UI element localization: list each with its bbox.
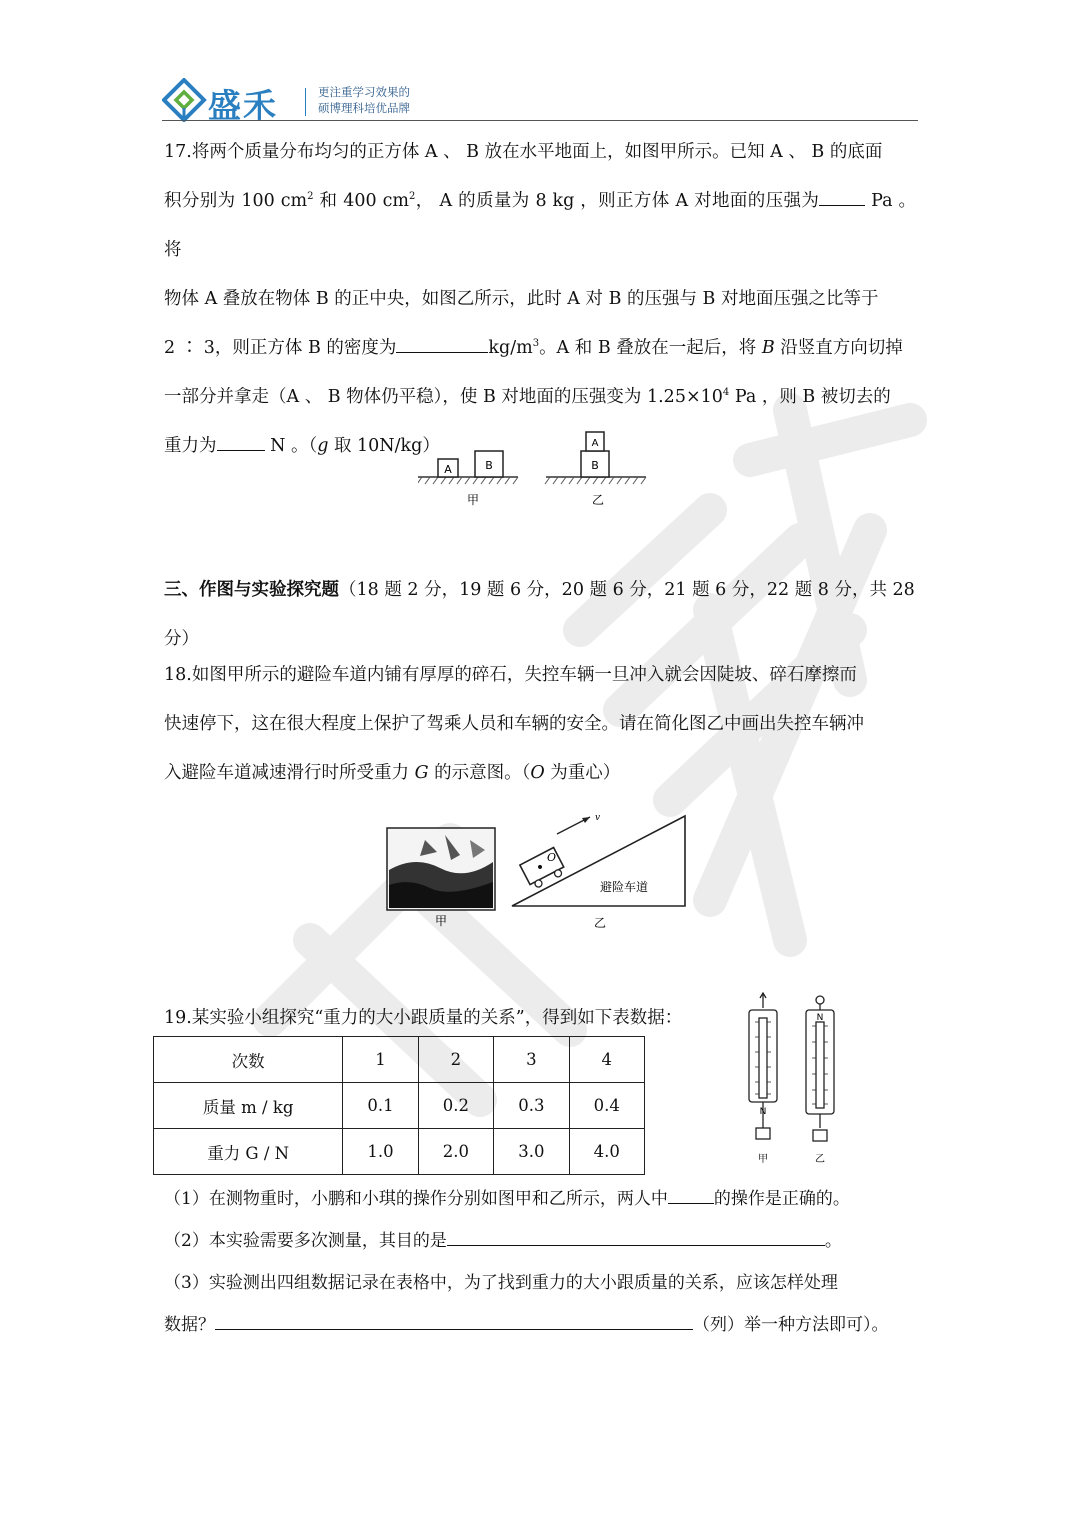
q18-caption-yi: 乙 (593, 916, 607, 930)
q19-answer-2-blank[interactable] (447, 1244, 825, 1246)
q17-line-4: 2 ∶ 3，则正方体 B 的密度为 $kg/m^3$。A 和 B 叠放在一起后，将 B 沿竖直方向切掉 (164, 338, 903, 358)
header-rule (162, 120, 918, 121)
scale-caption-jia: 甲 (758, 1154, 768, 1165)
slogan-line-1: 更注重学习效果的 (318, 85, 410, 99)
q19-intro: 19.某实验小组探究“重力的大小跟质量的关系”，得到如下表数据： (164, 1008, 683, 1028)
table-cell: 1.0 (343, 1129, 418, 1175)
q17-label-a2: A (591, 438, 599, 449)
table-cell: 2 (418, 1037, 493, 1083)
q18-line-3: 入避险车道减速滑行时所受重力 G 的示意图。（O 为重心） (164, 763, 621, 783)
q17-line-5: 一部分并拿走（A 、 B 物体仍平稳），使 B 对地面的压强变为 $1.25\times 10^4$ Pa ，则 B 被切去的 (164, 387, 891, 407)
table-cell: 4 (569, 1037, 644, 1083)
q17-label-b2: B (591, 459, 599, 472)
q17-density-blank[interactable] (396, 351, 488, 353)
q17-weight-blank[interactable] (217, 449, 265, 451)
table-header-cell: 质量 m / kg (154, 1083, 343, 1129)
q19-data-table (153, 1036, 645, 1175)
q18-arrow-head (582, 817, 590, 823)
table-cell: 3.0 (494, 1129, 569, 1175)
section-3-scoring: （18 题 2 分，19 题 6 分，20 题 6 分，21 题 6 分，22 题 8 分，共 28 (339, 580, 915, 600)
q17-caption-jia: 甲 (466, 493, 480, 507)
q19-sub-2: （2）本实验需要多次测量，其目的是 。 (164, 1231, 842, 1251)
question-17 (164, 128, 916, 471)
section-3-title: 三、作图与实验探究题 (164, 580, 339, 600)
table-row (154, 1083, 645, 1129)
question-18 (164, 651, 916, 798)
q17-line-6: 重力为 N 。（g 取 10N/kg） (164, 436, 440, 456)
q19-answer-3-blank[interactable] (215, 1328, 693, 1330)
q19-sub-3-cont: 数据？ （列）举一种方法即可）。 (164, 1315, 889, 1335)
q19-sub-1: （1）在测物重时，小鹏和小琪的操作分别如图甲和乙所示，两人中 的操作是正确的。 (164, 1189, 850, 1209)
q18-car (520, 847, 567, 890)
q18-line-2: 快速停下，这在很大程度上保护了驾乘人员和车辆的安全。请在简化图乙中画出失控车辆冲 (164, 714, 864, 734)
q17-line-1: 17.将两个质量分布均匀的正方体 A 、 B 放在水平地面上，如图甲所示。已知 A 、 B 的底面 (164, 142, 883, 162)
table-cell: 0.3 (494, 1083, 569, 1129)
scale-caption-yi: 乙 (815, 1154, 825, 1165)
q17-caption-yi: 乙 (591, 493, 605, 507)
section-3-heading (164, 566, 916, 664)
table-cell: 0.1 (343, 1083, 418, 1129)
table-cell: 4.0 (569, 1129, 644, 1175)
q18-figure (385, 810, 690, 935)
table-cell: 0.4 (569, 1083, 644, 1129)
table-cell: 1 (343, 1037, 418, 1083)
q17-pressure-blank[interactable] (819, 204, 865, 206)
table-cell: 2.0 (418, 1129, 493, 1175)
q17-line-2: 积分别为 100 $cm^2$ 和 400 $cm^2$， A 的质量为 8 kg ，则正方体 A 对地面的压强为 Pa 。将 (164, 191, 916, 260)
brand-name: 盛禾 (208, 86, 278, 125)
q18-line-1: 18.如图甲所示的避险车道内铺有厚厚的碎石，失控车辆一旦冲入就会因陡坡、碎石摩擦而 (164, 665, 857, 685)
table-header-cell: 次数 (154, 1037, 343, 1083)
q17-figure (418, 425, 648, 510)
q17-line-3: 物体 A 叠放在物体 B 的正中央，如图乙所示，此时 A 对 B 的压强与 B 对地面压强之比等于 (164, 289, 879, 309)
header-divider (305, 88, 306, 116)
q17-label-b1: B (485, 459, 493, 472)
q18-o-label: O (547, 851, 557, 864)
q18-ramp-label: 避险车道 (600, 880, 649, 894)
brand-logo-icon (162, 78, 208, 122)
q17-label-a1: A (444, 463, 452, 476)
scale-jia-n-label: N (759, 1107, 767, 1117)
table-cell: 0.2 (418, 1083, 493, 1129)
section-3-scoring-cont: 分） (164, 629, 199, 649)
q18-caption-jia: 甲 (434, 914, 448, 928)
q18-v-label: v (595, 813, 601, 823)
q19-sub-3: （3）实验测出四组数据记录在表格中，为了找到重力的大小跟质量的关系，应该怎样处理 (164, 1273, 838, 1293)
scale-yi-n-label: N (816, 1013, 824, 1023)
table-header-cell: 重力 G / N (154, 1129, 343, 1175)
table-row (154, 1129, 645, 1175)
q19-answer-1-blank[interactable] (668, 1202, 714, 1204)
table-cell: 3 (494, 1037, 569, 1083)
q18-photo-jia (387, 828, 495, 910)
q19-spring-scale-figure (735, 992, 850, 1167)
slogan-line-2: 硕博理科培优品牌 (318, 101, 410, 115)
brand-slogan (318, 84, 410, 116)
table-row (154, 1037, 645, 1083)
